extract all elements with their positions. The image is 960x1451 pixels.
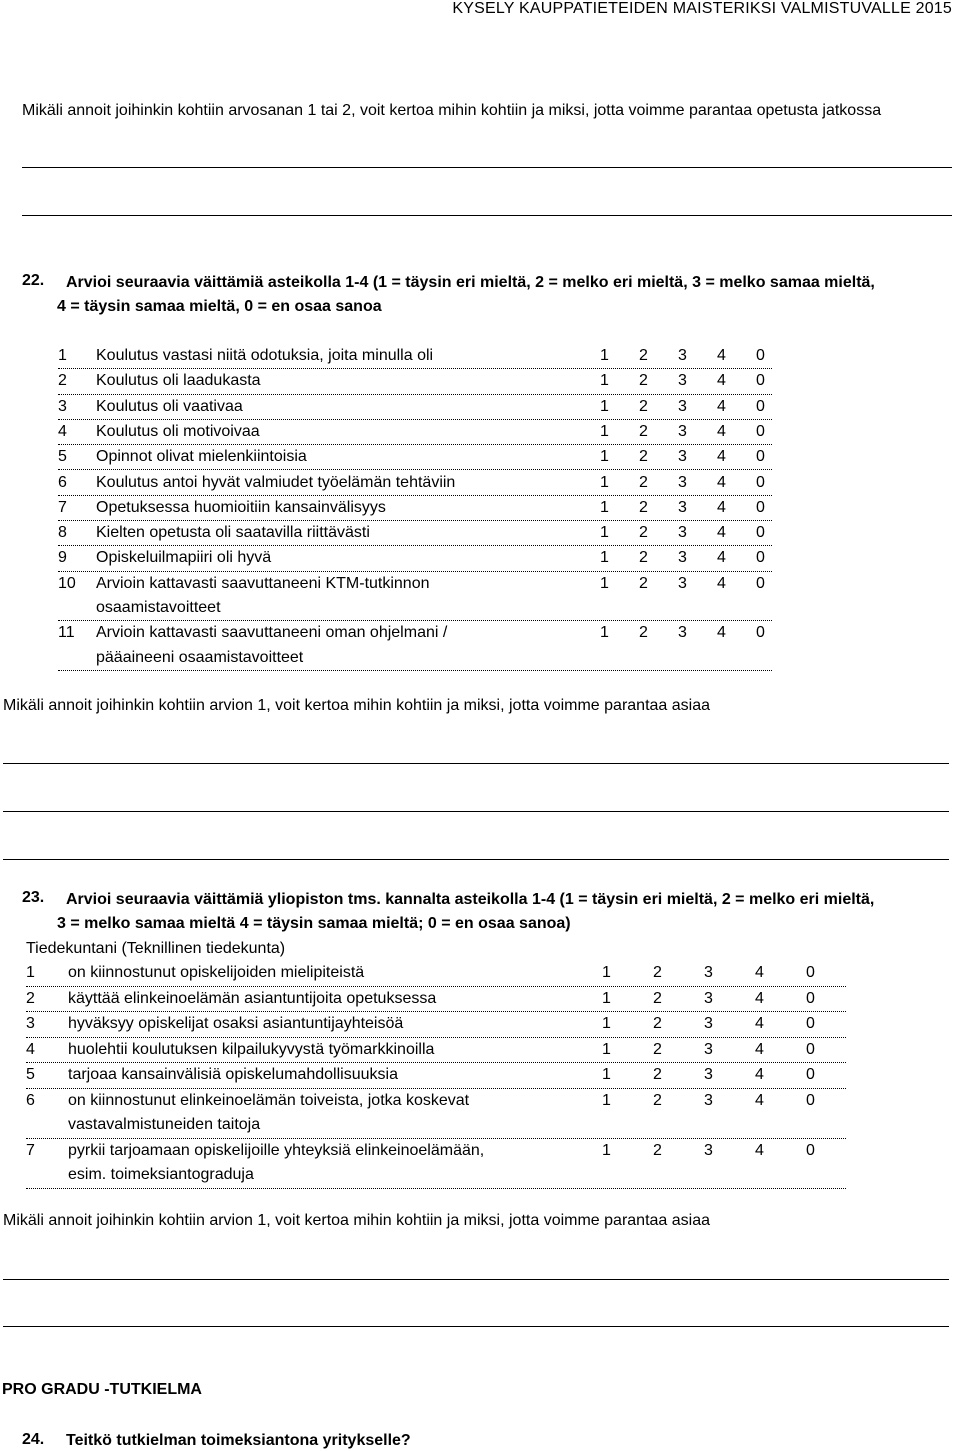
statement-line: Koulutus oli vaativaa [96, 397, 243, 415]
rating-option-0[interactable]: 0 [756, 549, 765, 567]
item-number: 6 [58, 473, 67, 491]
rating-option-4[interactable]: 4 [755, 964, 764, 981]
item-statement [96, 395, 243, 419]
rating-option-0[interactable]: 0 [756, 524, 765, 542]
table-row [58, 420, 772, 445]
item-number: 6 [26, 1091, 35, 1109]
rating-option-3[interactable]: 3 [678, 448, 687, 466]
statement-line: vastavalmistuneiden taitoja [68, 1116, 261, 1133]
rating-option-0[interactable]: 0 [756, 624, 765, 642]
rating-scale [600, 546, 795, 570]
rating-option-4[interactable]: 4 [755, 1066, 764, 1083]
rating-option-0[interactable]: 0 [806, 1015, 815, 1032]
rating-option-1[interactable]: 1 [600, 624, 609, 642]
statement-line: esim. toimeksiantograduja [68, 1166, 254, 1183]
item-statement [96, 344, 433, 368]
rating-option-3[interactable]: 3 [678, 473, 687, 491]
table-row [58, 395, 772, 420]
table-row [26, 1089, 846, 1139]
q23-answer-line-1[interactable] [3, 1279, 949, 1280]
item-statement [96, 572, 430, 621]
q23-answer-line-2[interactable] [3, 1326, 949, 1327]
rating-option-1[interactable]: 1 [600, 347, 609, 364]
statement-line: käyttää elinkeinoelämän asiantuntijoita opetuksessa [68, 989, 437, 1007]
rating-option-2[interactable]: 2 [653, 1091, 662, 1109]
statement-line: tarjoaa kansainvälisiä opiskelumahdollisuuksia [68, 1066, 398, 1083]
rating-scale [602, 1038, 857, 1063]
rating-option-4[interactable]: 4 [717, 624, 726, 642]
rating-option-4[interactable]: 4 [717, 574, 726, 592]
rating-option-4[interactable]: 4 [717, 549, 726, 567]
rating-option-4[interactable]: 4 [717, 347, 726, 364]
item-number: 7 [26, 1141, 35, 1159]
q22-note: Mikäli annoit joihinkin kohtiin arvion 1, voit kertoa mihin kohtiin ja miksi, jotta voimme parantaa asiaa [3, 697, 710, 714]
rating-option-0[interactable]: 0 [756, 347, 765, 364]
rating-option-4[interactable]: 4 [717, 448, 726, 466]
rating-option-2[interactable]: 2 [653, 964, 662, 981]
statement-line: Koulutus oli laadukasta [96, 372, 261, 390]
rating-option-1[interactable]: 1 [602, 1141, 611, 1159]
item-statement [68, 1089, 469, 1138]
statement-line: pääaineeni osaamistavoitteet [96, 648, 304, 666]
rating-option-2[interactable]: 2 [653, 1066, 662, 1083]
item-number: 2 [26, 989, 35, 1007]
rating-option-0[interactable]: 0 [756, 473, 765, 491]
rating-option-2[interactable]: 2 [639, 624, 648, 642]
item-statement [96, 621, 447, 670]
section-title: PRO GRADU -TUTKIELMA [2, 1381, 202, 1398]
table-row [58, 572, 772, 622]
q23-instruction-line1: Arvioi seuraavia väittämiä yliopiston tms. kannalta asteikolla 1-4 (1 = täysin eri mieltä, 2 = melko eri mieltä, [66, 891, 875, 908]
q23-subtitle: Tiedekuntani (Teknillinen tiedekunta) [26, 940, 286, 957]
statement-line: Kielten opetusta oli saatavilla riittävästi [96, 524, 370, 542]
rating-option-3[interactable]: 3 [678, 422, 687, 440]
q23-instruction-line2: 3 = melko samaa mieltä 4 = täysin samaa mieltä; 0 = en osaa sanoa) [57, 915, 571, 932]
item-statement [96, 369, 261, 393]
rating-option-2[interactable]: 2 [639, 574, 648, 592]
rating-option-0[interactable]: 0 [806, 1066, 815, 1083]
statement-line: Koulutus antoi hyvät valmiudet työelämän tehtäviin [96, 473, 456, 491]
rating-scale [602, 961, 857, 986]
rating-option-0[interactable]: 0 [806, 964, 815, 981]
rating-scale [600, 344, 795, 368]
item-number: 2 [58, 372, 67, 390]
rating-option-3[interactable]: 3 [678, 624, 687, 642]
rating-option-4[interactable]: 4 [755, 1015, 764, 1032]
rating-option-3[interactable]: 3 [678, 347, 687, 364]
rating-scale [600, 572, 795, 596]
table-row [26, 1038, 846, 1064]
item-statement [96, 445, 307, 469]
rating-scale [602, 987, 857, 1012]
rating-option-4[interactable]: 4 [755, 1141, 764, 1159]
rating-scale [600, 420, 795, 444]
rating-option-2[interactable]: 2 [653, 989, 662, 1007]
rating-option-2[interactable]: 2 [639, 422, 648, 440]
item-statement [68, 961, 364, 986]
rating-option-3[interactable]: 3 [678, 397, 687, 415]
rating-option-1[interactable]: 1 [600, 422, 609, 440]
rating-option-3[interactable]: 3 [704, 1015, 713, 1032]
table-row [58, 496, 772, 521]
rating-option-1[interactable]: 1 [600, 574, 609, 592]
q22-number: 22. [22, 272, 45, 289]
rating-option-2[interactable]: 2 [653, 1040, 662, 1058]
rating-option-3[interactable]: 3 [678, 549, 687, 567]
item-number: 1 [26, 964, 35, 981]
rating-option-2[interactable]: 2 [639, 524, 648, 542]
rating-option-4[interactable]: 4 [717, 397, 726, 415]
rating-option-2[interactable]: 2 [639, 498, 648, 516]
item-statement [68, 1139, 484, 1188]
item-number: 5 [26, 1066, 35, 1083]
statement-line: huolehtii koulutuksen kilpailukyvystä työmarkkinoilla [68, 1040, 435, 1058]
rating-option-0[interactable]: 0 [806, 1040, 815, 1058]
rating-option-4[interactable]: 4 [755, 1091, 764, 1109]
intro-note: Mikäli annoit joihinkin kohtiin arvosanan 1 tai 2, voit kertoa mihin kohtiin ja miksi, jotta voimme parantaa opetusta jatkossa [22, 102, 882, 119]
table-row [58, 369, 772, 394]
rating-option-2[interactable]: 2 [639, 549, 648, 567]
item-statement [96, 471, 455, 495]
statement-line: hyväksyy opiskelijat osaksi asiantuntijayhteisöä [68, 1015, 404, 1032]
item-number: 7 [58, 498, 67, 516]
item-number: 1 [58, 347, 67, 364]
rating-option-1[interactable]: 1 [600, 448, 609, 466]
rating-option-2[interactable]: 2 [639, 397, 648, 415]
rating-scale [602, 1012, 857, 1037]
page-header: KYSELY KAUPPATIETEIDEN MAISTERIKSI VALMISTUVALLE 2015 [452, 0, 952, 17]
rating-option-3[interactable]: 3 [704, 989, 713, 1007]
table-row [26, 987, 846, 1013]
table-row [58, 621, 772, 671]
statement-line: Koulutus vastasi niitä odotuksia, joita minulla oli [96, 347, 434, 364]
rating-scale [602, 1139, 857, 1164]
rating-option-0[interactable]: 0 [756, 397, 765, 415]
item-statement [96, 420, 260, 444]
rating-option-4[interactable]: 4 [717, 498, 726, 516]
item-statement [96, 496, 386, 520]
rating-option-2[interactable]: 2 [639, 372, 648, 390]
rating-option-1[interactable]: 1 [602, 989, 611, 1007]
rating-option-3[interactable]: 3 [678, 372, 687, 390]
statement-line: Arvioin kattavasti saavuttaneeni KTM-tutkinnon [96, 574, 430, 592]
rating-option-0[interactable]: 0 [756, 448, 765, 466]
item-statement [68, 1012, 403, 1037]
rating-option-4[interactable]: 4 [717, 473, 726, 491]
item-number: 8 [58, 524, 67, 542]
rating-option-4[interactable]: 4 [755, 989, 764, 1007]
item-statement [96, 546, 271, 570]
rating-option-2[interactable]: 2 [653, 1015, 662, 1032]
rating-option-1[interactable]: 1 [600, 549, 609, 567]
rating-scale [600, 521, 795, 545]
rating-option-3[interactable]: 3 [704, 1141, 713, 1159]
table-row [26, 1012, 846, 1038]
statement-line: Opetuksessa huomioitiin kansainvälisyys [96, 498, 386, 516]
rating-option-2[interactable]: 2 [639, 448, 648, 466]
rating-scale [600, 369, 795, 393]
rating-option-0[interactable]: 0 [806, 1091, 815, 1109]
rating-option-3[interactable]: 3 [704, 1040, 713, 1058]
rating-scale [600, 395, 795, 419]
q22-instruction-line1: Arvioi seuraavia väittämiä asteikolla 1-4 (1 = täysin eri mieltä, 2 = melko eri mieltä, 3 = melko samaa mieltä, [66, 274, 875, 291]
rating-option-4[interactable]: 4 [717, 372, 726, 390]
statement-line: pyrkii tarjoamaan opiskelijoille yhteyksiä elinkeinoelämään, [68, 1141, 485, 1159]
rating-option-0[interactable]: 0 [756, 574, 765, 592]
rating-option-0[interactable]: 0 [756, 498, 765, 516]
item-statement [68, 1063, 398, 1088]
rating-option-3[interactable]: 3 [704, 964, 713, 981]
rating-option-1[interactable]: 1 [600, 498, 609, 516]
q23-note: Mikäli annoit joihinkin kohtiin arvion 1, voit kertoa mihin kohtiin ja miksi, jotta voimme parantaa asiaa [3, 1212, 710, 1229]
rating-option-1[interactable]: 1 [600, 397, 609, 415]
item-number: 10 [58, 574, 76, 592]
rating-option-1[interactable]: 1 [602, 1015, 611, 1032]
rating-scale [600, 471, 795, 495]
rating-scale [600, 621, 795, 645]
table-row [58, 445, 772, 470]
item-number: 4 [26, 1040, 35, 1058]
table-row [26, 1139, 846, 1189]
statement-line: Koulutus oli motivoivaa [96, 422, 260, 440]
q22-answer-line-3[interactable] [3, 859, 949, 860]
rating-option-1[interactable]: 1 [602, 1040, 611, 1058]
rating-option-1[interactable]: 1 [600, 524, 609, 542]
table-row [26, 961, 846, 987]
item-number: 4 [58, 422, 67, 440]
item-statement [68, 1038, 434, 1063]
rating-option-3[interactable]: 3 [704, 1066, 713, 1083]
table-row [26, 1063, 846, 1089]
q22-answer-line-2[interactable] [3, 811, 949, 812]
q23-number: 23. [22, 889, 45, 906]
statement-line: on kiinnostunut elinkeinoelämän toiveista, jotka koskevat [68, 1091, 470, 1109]
table-row [58, 344, 772, 369]
rating-option-0[interactable]: 0 [806, 1141, 815, 1159]
rating-option-1[interactable]: 1 [602, 964, 611, 981]
rating-option-4[interactable]: 4 [717, 422, 726, 440]
q22-answer-line-1[interactable] [3, 763, 949, 764]
rating-scale [600, 496, 795, 520]
rating-option-1[interactable]: 1 [602, 1066, 611, 1083]
rating-option-0[interactable]: 0 [756, 372, 765, 390]
item-number: 3 [26, 1015, 35, 1032]
rating-option-3[interactable]: 3 [678, 524, 687, 542]
rating-option-1[interactable]: 1 [600, 473, 609, 491]
rating-scale [602, 1089, 857, 1114]
rating-option-4[interactable]: 4 [717, 524, 726, 542]
item-number: 11 [58, 624, 75, 642]
q24-question: Teitkö tutkielman toimeksiantona yritykselle? [66, 1432, 411, 1449]
rating-option-3[interactable]: 3 [678, 574, 687, 592]
item-statement [96, 521, 370, 545]
rating-option-0[interactable]: 0 [756, 422, 765, 440]
rating-option-4[interactable]: 4 [755, 1040, 764, 1058]
statement-line: Arvioin kattavasti saavuttaneeni oman ohjelmani / [96, 624, 448, 642]
q22-instruction-line2: 4 = täysin samaa mieltä, 0 = en osaa sanoa [57, 298, 382, 315]
statement-line: Opinnot olivat mielenkiintoisia [96, 448, 307, 466]
statement-line: on kiinnostunut opiskelijoiden mielipiteistä [68, 964, 365, 981]
rating-option-1[interactable]: 1 [600, 372, 609, 390]
item-number: 9 [58, 549, 67, 567]
q24-number: 24. [22, 1431, 45, 1448]
item-number: 5 [58, 448, 67, 466]
rating-option-0[interactable]: 0 [806, 989, 815, 1007]
table-row [58, 521, 772, 546]
statement-line: Opiskeluilmapiiri oli hyvä [96, 549, 272, 567]
item-statement [68, 987, 436, 1012]
statement-line: osaamistavoitteet [96, 598, 221, 616]
rating-scale [600, 445, 795, 469]
rating-option-3[interactable]: 3 [678, 498, 687, 516]
rating-option-2[interactable]: 2 [639, 347, 648, 364]
table-row [58, 546, 772, 571]
answer-line-2[interactable] [22, 215, 952, 216]
rating-option-3[interactable]: 3 [704, 1091, 713, 1109]
answer-line-1[interactable] [22, 167, 952, 168]
rating-option-2[interactable]: 2 [653, 1141, 662, 1159]
rating-option-1[interactable]: 1 [602, 1091, 611, 1109]
table-row [58, 471, 772, 496]
rating-option-2[interactable]: 2 [639, 473, 648, 491]
item-number: 3 [58, 397, 67, 415]
rating-scale [602, 1063, 857, 1088]
